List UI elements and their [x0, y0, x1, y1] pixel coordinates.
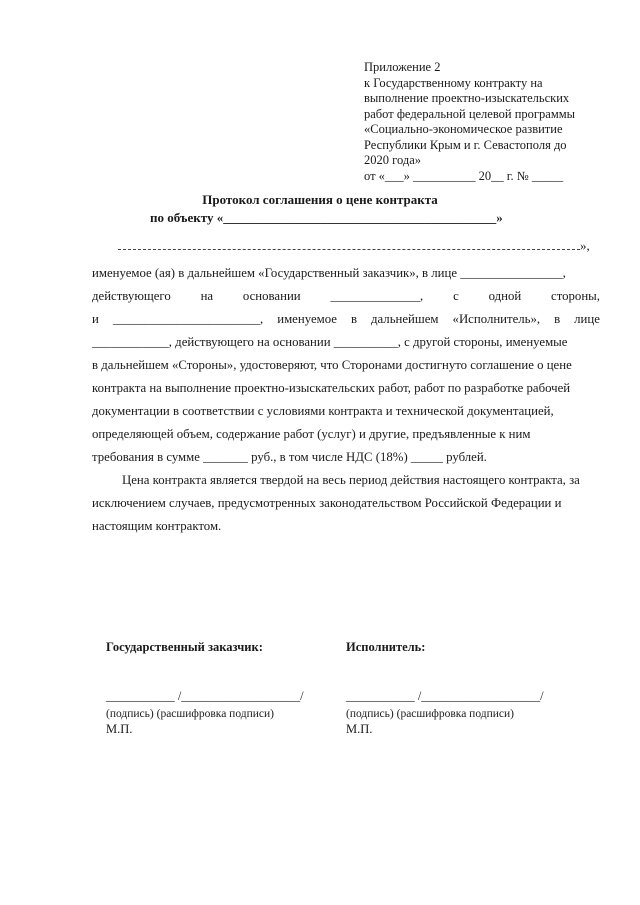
appendix-line: 2020 года» [364, 153, 421, 167]
body-line: ____________, действующего на основании __________, с другой стороны, именуемые [92, 335, 568, 349]
contractor-signature-block [346, 640, 544, 737]
appendix-block [364, 60, 604, 184]
body-line-justified [92, 285, 600, 308]
contractor-signature-lines: ___________ /___________________/ [346, 689, 544, 703]
word: _______________________, [112, 312, 264, 326]
appendix-line: от «___» __________ 20__ г. № _____ [364, 168, 564, 183]
word: лице [574, 312, 600, 326]
body-line-justified [92, 308, 600, 331]
body-line: контракта на выполнение проектно-изыскательских работ, работ по разработке рабочей [92, 381, 571, 395]
blank-underline [118, 239, 580, 250]
body-line: настоящим контрактом. [92, 519, 222, 533]
appendix-line: работ федеральной целевой программы [364, 106, 576, 121]
word: стороны, [551, 289, 600, 303]
customer-signature-block [106, 640, 304, 737]
customer-signature-caption: (подпись) (расшифровка подписи) [106, 708, 275, 720]
word: «Исполнитель», [452, 312, 541, 326]
word: основании [242, 289, 301, 303]
body-line: исключением случаев, предусмотренных законодательством Российской Федерации и [92, 496, 562, 510]
object-line: по объекту «__________________________________________» [150, 210, 503, 225]
appendix-line: выполнение проектно-изыскательских [364, 91, 570, 105]
customer-role: Государственный заказчик: [106, 640, 263, 654]
protocol-body [92, 262, 600, 538]
word: одной [488, 289, 522, 303]
body-line: в дальнейшем «Стороны», удостоверяют, что Сторонами достигнуто соглашение о цене [92, 358, 572, 372]
word: и [92, 312, 99, 326]
body-line: определяющей объем, содержание работ (услуг) и другие, предъявленные к ним [92, 427, 531, 441]
word: в [554, 312, 561, 326]
appendix-line: Приложение 2 [364, 60, 441, 74]
customer-stamp-place: М.П. [106, 722, 133, 736]
contractor-signature-caption: (подпись) (расшифровка подписи) [346, 708, 515, 720]
appendix-line: Республики Крым и г. Севастополя до [364, 137, 567, 152]
body-line: именуемое (ая) в дальнейшем «Государственный заказчик», в лице ________________, [92, 266, 566, 280]
word: именуемое [277, 312, 337, 326]
body-line: документации в соответствии с условиями контракта и технической документацией, [92, 404, 554, 418]
contractor-stamp-place: М.П. [346, 722, 373, 736]
word: с [453, 289, 459, 303]
body-line: требования в сумме _______ руб., в том числе НДС (18%) _____ рублей. [92, 450, 487, 464]
word: в [350, 312, 357, 326]
word: дальнейшем [371, 312, 439, 326]
party-blank-line [118, 238, 596, 254]
document-title: Протокол соглашения о цене контракта [202, 192, 438, 207]
body-line: Цена контракта является твердой на весь период действия настоящего контракта, за [122, 473, 580, 487]
appendix-line: к Государственному контракту на [364, 75, 543, 90]
blank-suffix: », [580, 238, 590, 253]
word: на [200, 289, 214, 303]
word: ______________, [330, 289, 424, 303]
appendix-line: «Социально-экономическое развитие [364, 122, 563, 136]
contractor-role: Исполнитель: [346, 640, 426, 654]
word: действующего [92, 289, 171, 303]
customer-signature-lines: ___________ /___________________/ [106, 689, 304, 703]
